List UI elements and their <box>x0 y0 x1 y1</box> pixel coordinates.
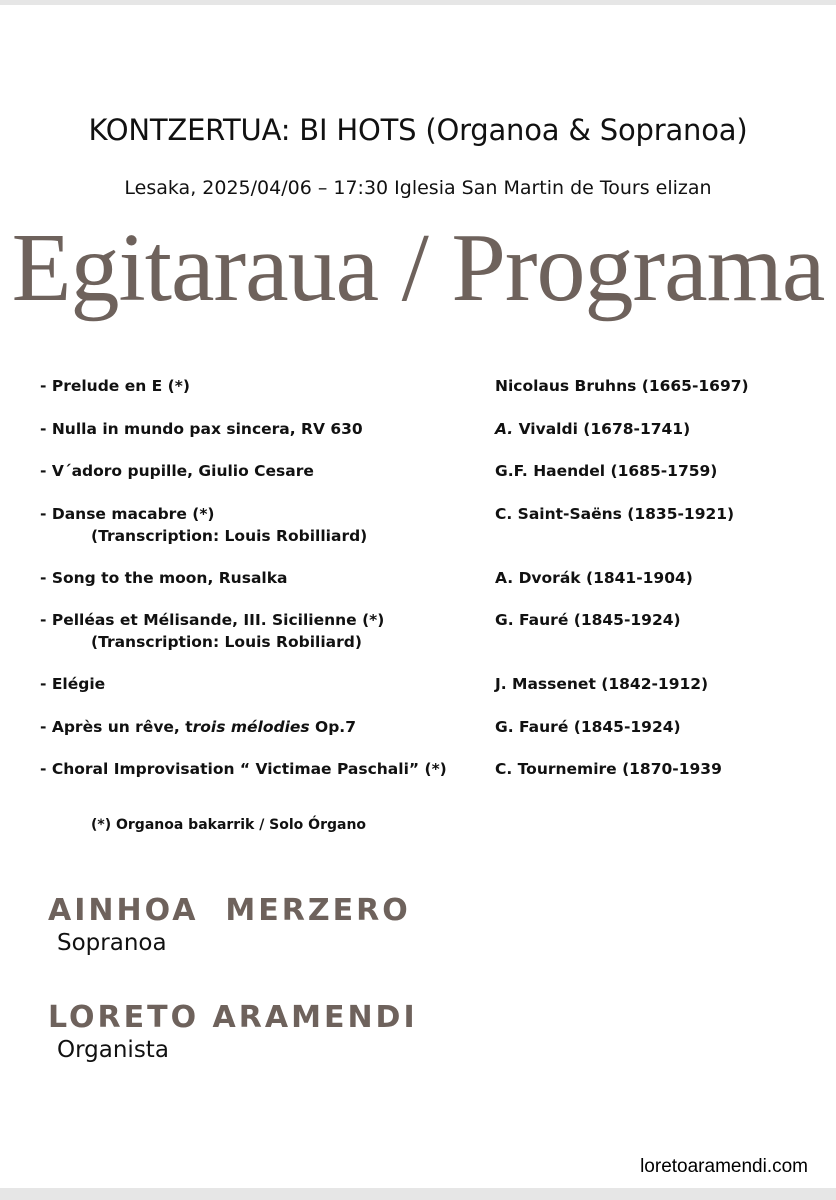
concert-date-location: Lesaka, 2025/04/06 – 17:30 Iglesia San Martin de Tours elizan <box>124 177 712 199</box>
website-link[interactable]: loretoaramendi.com <box>640 1156 808 1177</box>
composer: Nicolaus Bruhns (1665-1697) <box>495 377 749 395</box>
composer: G.F. Haendel (1685-1759) <box>495 462 718 480</box>
piece-title-part: Op.7 <box>309 718 356 736</box>
performer-role-soprano: Sopranoa <box>57 930 167 956</box>
piece-title: - Nulla in mundo pax sincera, RV 630 <box>40 420 363 438</box>
program-heading: Egitaraua / Programa <box>11 214 825 322</box>
performer-role-organist: Organista <box>57 1037 169 1063</box>
composer: G. Fauré (1845-1924) <box>495 718 681 736</box>
performer-name-soprano: AINHOA MERZERO <box>48 893 411 928</box>
piece-title: - Elégie <box>40 675 106 693</box>
piece-title-part: - Après un rêve, t <box>40 718 193 736</box>
concert-title: KONTZERTUA: BI HOTS (Organoa & Sopranoa) <box>88 113 748 147</box>
performer-name-organist: LORETO ARAMENDI <box>48 1000 418 1035</box>
composer: A. Dvorák (1841-1904) <box>495 569 693 587</box>
piece-title: - Song to the moon, Rusalka <box>40 569 288 587</box>
transcription-note: (Transcription: Louis Robiliard) <box>91 633 362 651</box>
composer <box>495 420 690 438</box>
composer-name: Vivaldi (1678-1741) <box>513 420 691 438</box>
composer: J. Massenet (1842-1912) <box>495 675 709 693</box>
transcription-note: (Transcription: Louis Robilliard) <box>91 527 368 545</box>
organ-solo-footnote: (*) Organoa bakarrik / Solo Órgano <box>91 817 367 833</box>
composer: G. Fauré (1845-1924) <box>495 611 681 629</box>
composer: C. Saint-Saëns (1835-1921) <box>495 505 735 523</box>
piece-title: - Pelléas et Mélisande, III. Sicilienne (*) <box>40 611 385 629</box>
poster-page <box>0 5 836 1188</box>
piece-title: - Prelude en E (*) <box>40 377 190 395</box>
piece-title: - Choral Improvisation “ Victimae Paschali” (*) <box>40 760 447 778</box>
piece-title <box>40 718 356 736</box>
piece-title-italic: rois mélodies <box>192 718 310 736</box>
piece-title: - V´adoro pupille, Giulio Cesare <box>40 462 314 480</box>
piece-title: - Danse macabre (*) <box>40 505 215 523</box>
composer-initial: A. <box>495 420 514 438</box>
composer: C. Tournemire (1870-1939 <box>495 760 722 778</box>
